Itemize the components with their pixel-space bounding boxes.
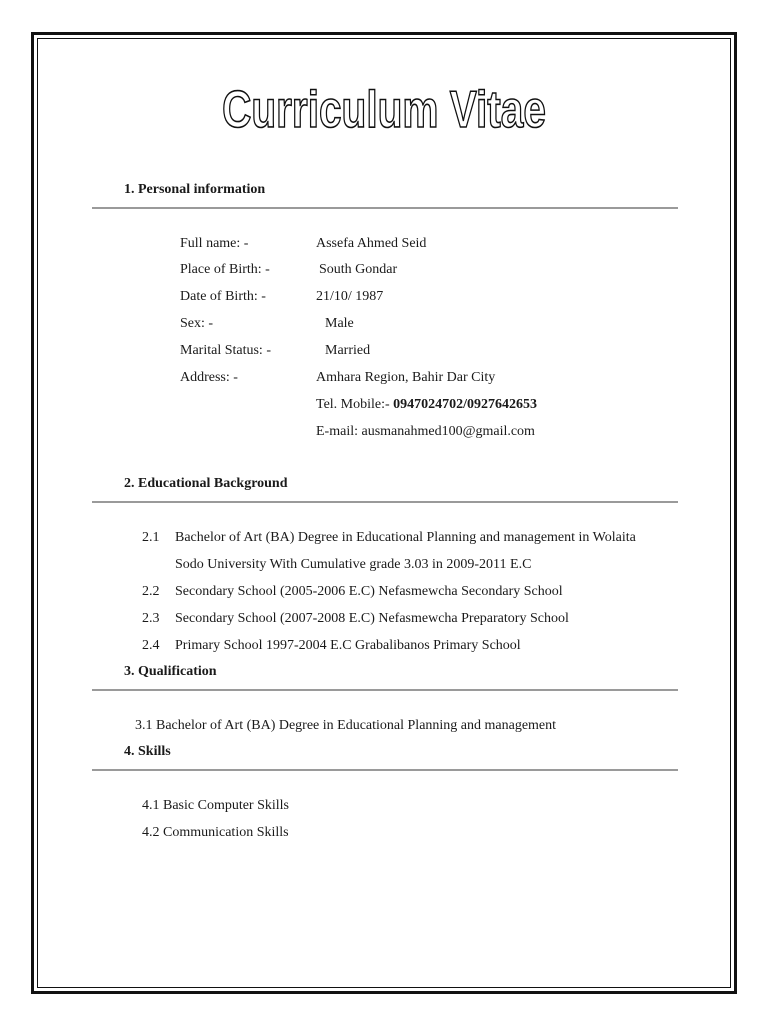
field-value-address: Amhara Region, Bahir Dar City [316,370,496,385]
skill-item: 4.1 Basic Computer Skills [142,798,289,813]
email-line: E-mail: ausmanahmed100@gmail.com [316,424,535,439]
section-divider [92,207,678,209]
field-value-place-of-birth: South Gondar [319,262,398,277]
education-item-number: 2.1 [142,530,160,545]
field-value-date-of-birth: 21/10/ 1987 [316,289,384,304]
field-label-place-of-birth: Place of Birth: - [180,262,270,277]
section-heading-education: 2. Educational Background [124,476,288,491]
education-item-number: 2.2 [142,584,160,599]
field-label-sex: Sex: - [180,316,214,331]
field-label-full-name: Full name: - [180,236,249,251]
education-item-text: Primary School 1997-2004 E.C Grabalibanos Primary School [175,638,521,653]
telephone-line [316,397,537,413]
education-item-text-continued: Sodo University With Cumulative grade 3.03 in 2009-2011 E.C [175,557,532,572]
document-title: Curriculum Vitae [222,81,546,139]
page-border-inner [37,38,731,988]
field-value-marital-status: Married [325,343,371,358]
section-divider [92,689,678,691]
section-heading-qualification: 3. Qualification [124,664,217,679]
section-heading-skills: 4. Skills [124,744,171,759]
education-item-number: 2.3 [142,611,160,626]
section-divider [92,769,678,771]
field-label-address: Address: - [180,370,238,385]
section-divider [92,501,678,503]
education-item-text: Bachelor of Art (BA) Degree in Educational Planning and management in Wolaita [175,530,636,545]
field-value-sex: Male [325,316,354,331]
qualification-item: 3.1 Bachelor of Art (BA) Degree in Educational Planning and management [135,718,557,733]
telephone-number: 0947024702/0927642653 [393,397,538,412]
education-item-text: Secondary School (2005-2006 E.C) Nefasmewcha Secondary School [175,584,563,599]
field-label-marital-status: Marital Status: - [180,343,271,358]
field-value-full-name: Assefa Ahmed Seid [316,236,427,251]
section-heading-personal: 1. Personal information [124,182,266,197]
field-label-date-of-birth: Date of Birth: - [180,289,266,304]
education-item-text: Secondary School (2007-2008 E.C) Nefasmewcha Preparatory School [175,611,569,626]
telephone-label: Tel. Mobile:- [316,397,394,412]
skill-item: 4.2 Communication Skills [142,825,289,840]
education-item-number: 2.4 [142,638,160,653]
